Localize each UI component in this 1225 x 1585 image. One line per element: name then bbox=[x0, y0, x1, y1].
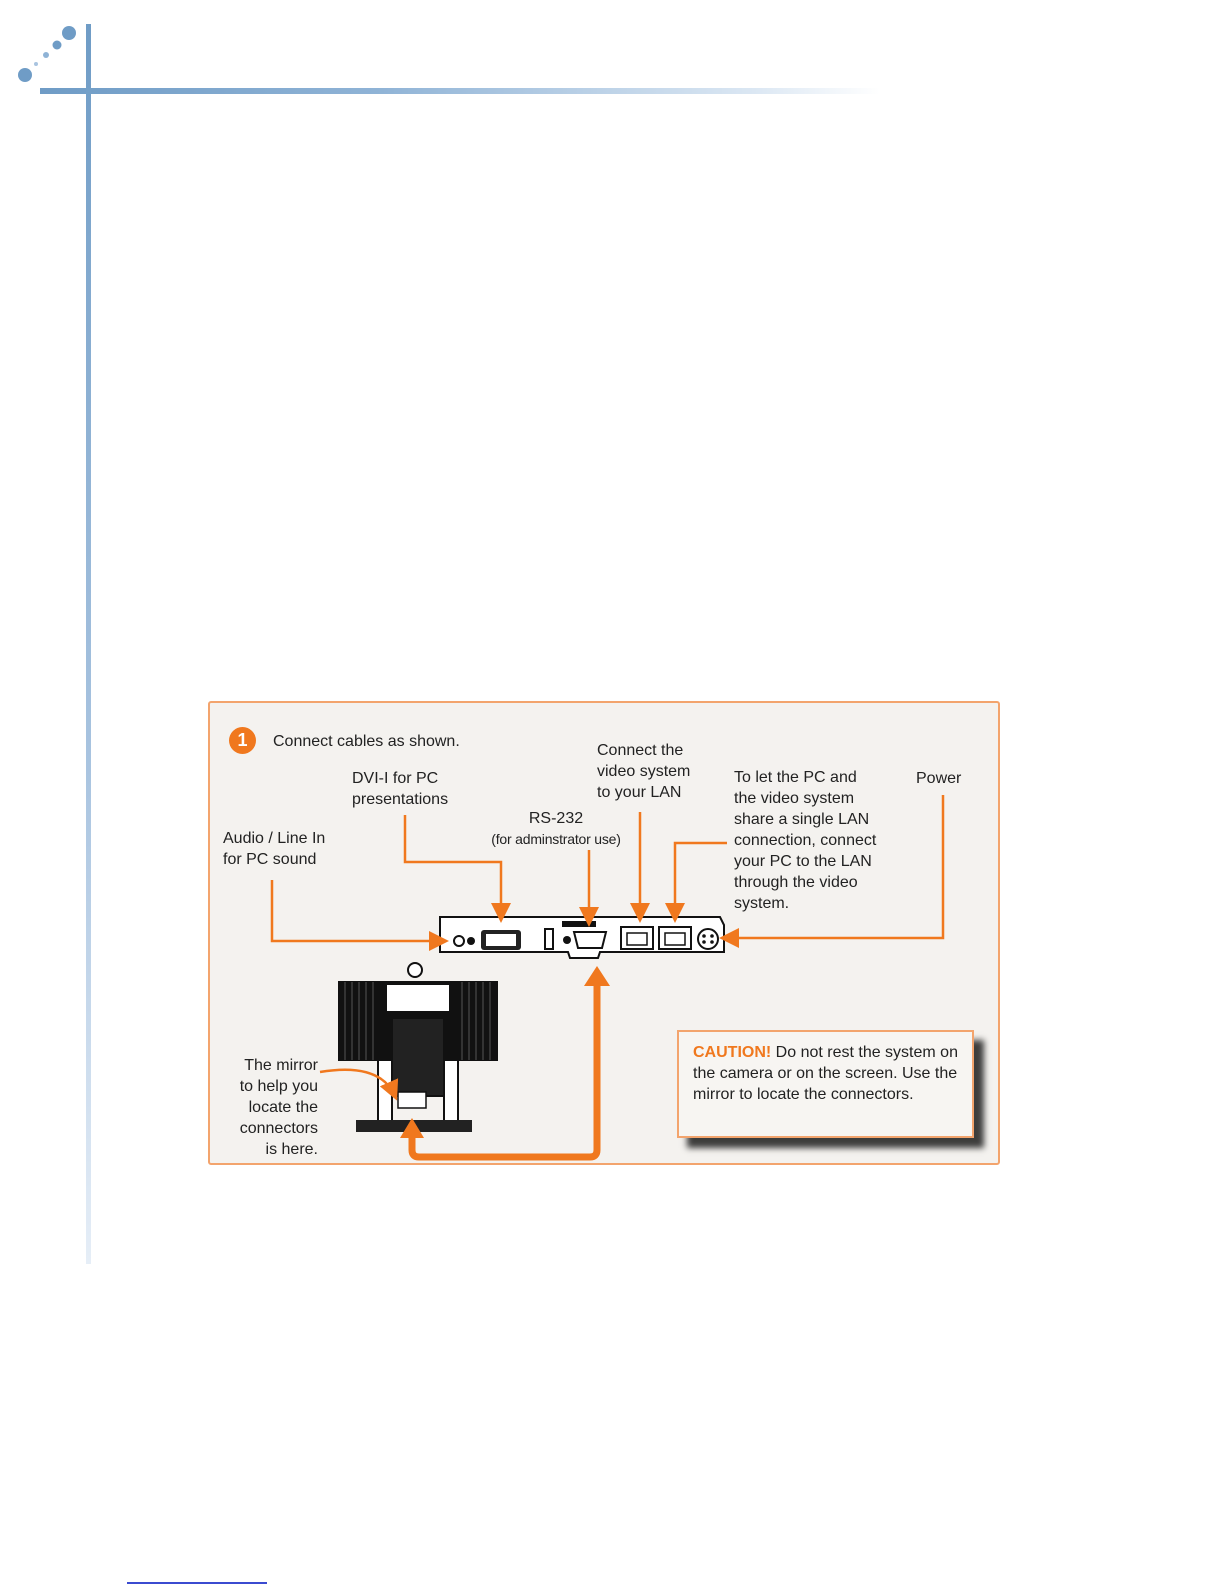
caution-box bbox=[677, 1030, 974, 1138]
label-dvi: DVI-I for PC presentations bbox=[352, 770, 449, 808]
caution-heading: CAUTION! bbox=[693, 1044, 772, 1061]
label-power: Power bbox=[916, 770, 962, 787]
label-rs232: RS-232 bbox=[528, 810, 584, 827]
step-number-badge: 1 bbox=[229, 727, 256, 754]
label-lan: Connect the video system to your LAN bbox=[597, 742, 691, 801]
label-share-lan: To let the PC and the video system share a single LAN connection, connect your PC to the LAN through the video system. bbox=[734, 769, 877, 912]
label-mirror: The mirror to help you locate the connectors is here. bbox=[239, 1057, 318, 1158]
footer-link-line bbox=[127, 1582, 267, 1584]
margin-rule bbox=[86, 24, 91, 1264]
header-rule bbox=[40, 88, 880, 94]
caution-text bbox=[693, 1042, 958, 1105]
label-audio-line-in: Audio / Line In for PC sound bbox=[223, 830, 326, 868]
label-rs232-note: (for adminstrator use) bbox=[491, 831, 621, 847]
caution-body: Do not rest the system on the camera or on the screen. Use the mirror to locate the connectors. bbox=[693, 1044, 958, 1103]
decorative-dots-logo bbox=[0, 0, 90, 100]
step-instruction: Connect cables as shown. bbox=[273, 733, 460, 750]
